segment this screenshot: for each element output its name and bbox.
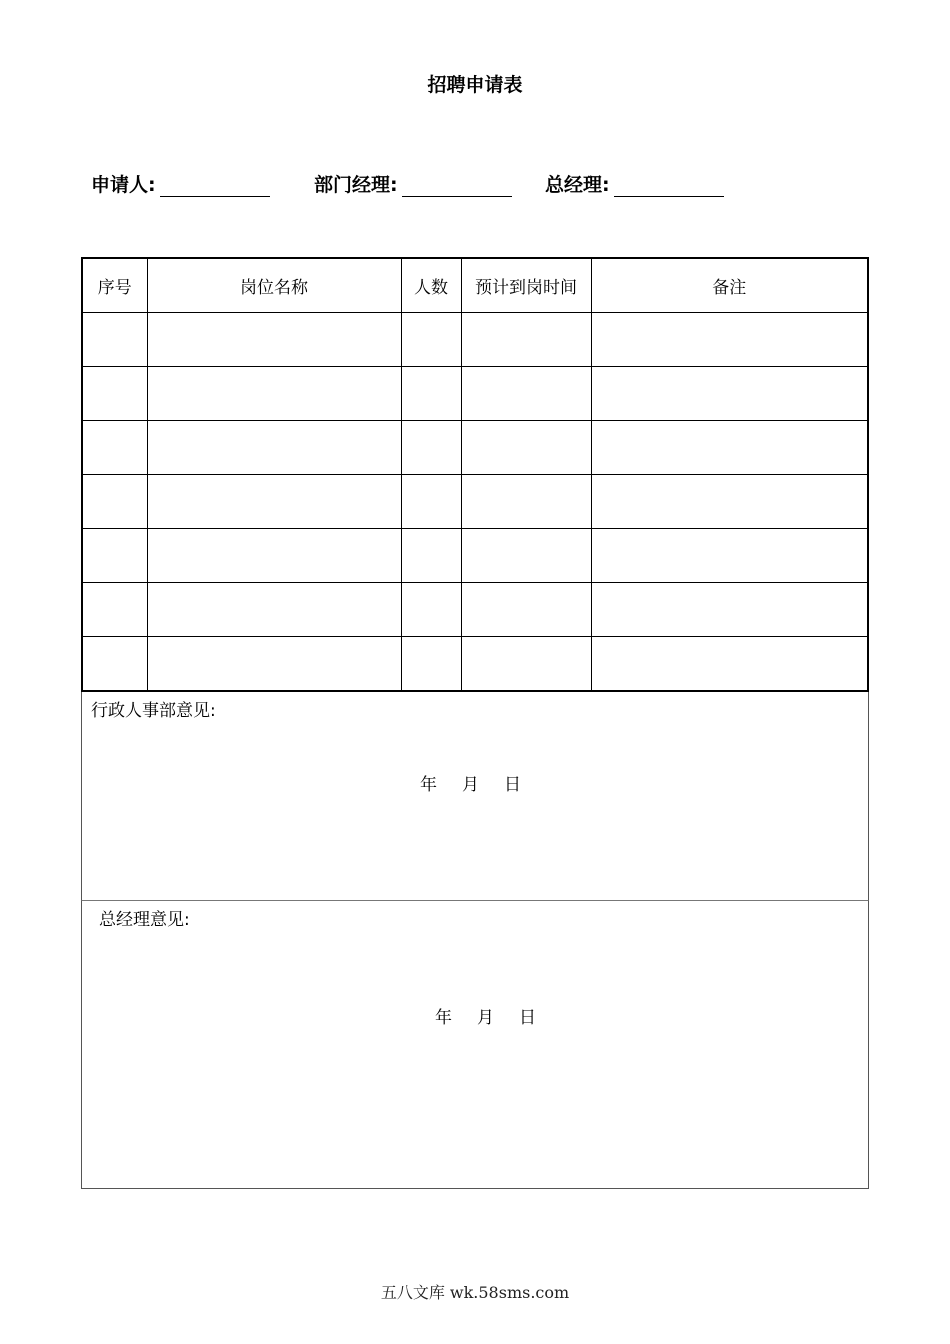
- table-row: [82, 637, 868, 692]
- table-cell[interactable]: [401, 313, 461, 367]
- gm-opinion-box[interactable]: [81, 901, 869, 1189]
- table-row: [82, 421, 868, 475]
- gm-month-label: 月: [477, 1008, 494, 1028]
- table-cell[interactable]: [461, 529, 591, 583]
- table-cell[interactable]: [401, 637, 461, 692]
- table-cell[interactable]: [461, 637, 591, 692]
- hr-opinion-date: [420, 770, 546, 795]
- table-cell[interactable]: [401, 475, 461, 529]
- table-cell[interactable]: [147, 529, 401, 583]
- hr-month-label: 月: [462, 775, 479, 795]
- gm-year-label: 年: [435, 1008, 452, 1028]
- dept-manager-signature: [314, 170, 512, 197]
- gm-opinion-label: 总经理意见:: [99, 910, 190, 930]
- table-cell[interactable]: [401, 367, 461, 421]
- footer-watermark: 五八文库 wk.58sms.com: [380, 1283, 570, 1302]
- table-cell[interactable]: [82, 421, 147, 475]
- applicant-signature: [91, 170, 270, 197]
- table-cell[interactable]: [461, 367, 591, 421]
- table-cell[interactable]: [591, 637, 868, 692]
- table-cell[interactable]: [147, 367, 401, 421]
- table-cell[interactable]: [82, 313, 147, 367]
- hr-day-label: 日: [504, 775, 521, 795]
- table-cell[interactable]: [591, 529, 868, 583]
- table-cell[interactable]: [82, 475, 147, 529]
- table-cell[interactable]: [82, 367, 147, 421]
- table-cell[interactable]: [401, 529, 461, 583]
- table-cell[interactable]: [82, 529, 147, 583]
- table-cell[interactable]: [461, 313, 591, 367]
- table-row: [82, 529, 868, 583]
- table-row: [82, 475, 868, 529]
- general-manager-signature-line[interactable]: [614, 174, 724, 197]
- table-cell[interactable]: [591, 583, 868, 637]
- general-manager-signature: [545, 170, 724, 197]
- dept-manager-signature-line[interactable]: [402, 174, 512, 197]
- header-remarks: 备注: [591, 258, 868, 313]
- table-row: [82, 367, 868, 421]
- table-row: [82, 313, 868, 367]
- dept-manager-label: 部门经理:: [314, 174, 398, 196]
- table-cell[interactable]: [461, 475, 591, 529]
- table-cell[interactable]: [82, 637, 147, 692]
- general-manager-label: 总经理:: [545, 174, 610, 196]
- table-cell[interactable]: [147, 421, 401, 475]
- applicant-label: 申请人:: [91, 174, 156, 196]
- table-cell[interactable]: [591, 421, 868, 475]
- hr-opinion-label: 行政人事部意见:: [91, 701, 216, 721]
- table-cell[interactable]: [147, 583, 401, 637]
- table-cell[interactable]: [461, 421, 591, 475]
- table-header-row: [82, 258, 868, 313]
- table-cell[interactable]: [591, 313, 868, 367]
- table-cell[interactable]: [461, 583, 591, 637]
- table-cell[interactable]: [147, 637, 401, 692]
- hr-opinion-box[interactable]: [81, 692, 869, 901]
- applicant-signature-line[interactable]: [160, 174, 270, 197]
- table-cell[interactable]: [82, 583, 147, 637]
- page-title: 招聘申请表: [427, 74, 523, 96]
- header-count: 人数: [401, 258, 461, 313]
- header-position: 岗位名称: [147, 258, 401, 313]
- header-serial: 序号: [82, 258, 147, 313]
- gm-day-label: 日: [519, 1008, 536, 1028]
- table-cell[interactable]: [401, 583, 461, 637]
- table-cell[interactable]: [401, 421, 461, 475]
- recruitment-table: [81, 257, 869, 692]
- header-arrival-time: 预计到岗时间: [461, 258, 591, 313]
- table-cell[interactable]: [147, 475, 401, 529]
- gm-opinion-date: [435, 1003, 561, 1028]
- hr-year-label: 年: [420, 775, 437, 795]
- table-cell[interactable]: [591, 367, 868, 421]
- table-cell[interactable]: [147, 313, 401, 367]
- table-row: [82, 583, 868, 637]
- table-cell[interactable]: [591, 475, 868, 529]
